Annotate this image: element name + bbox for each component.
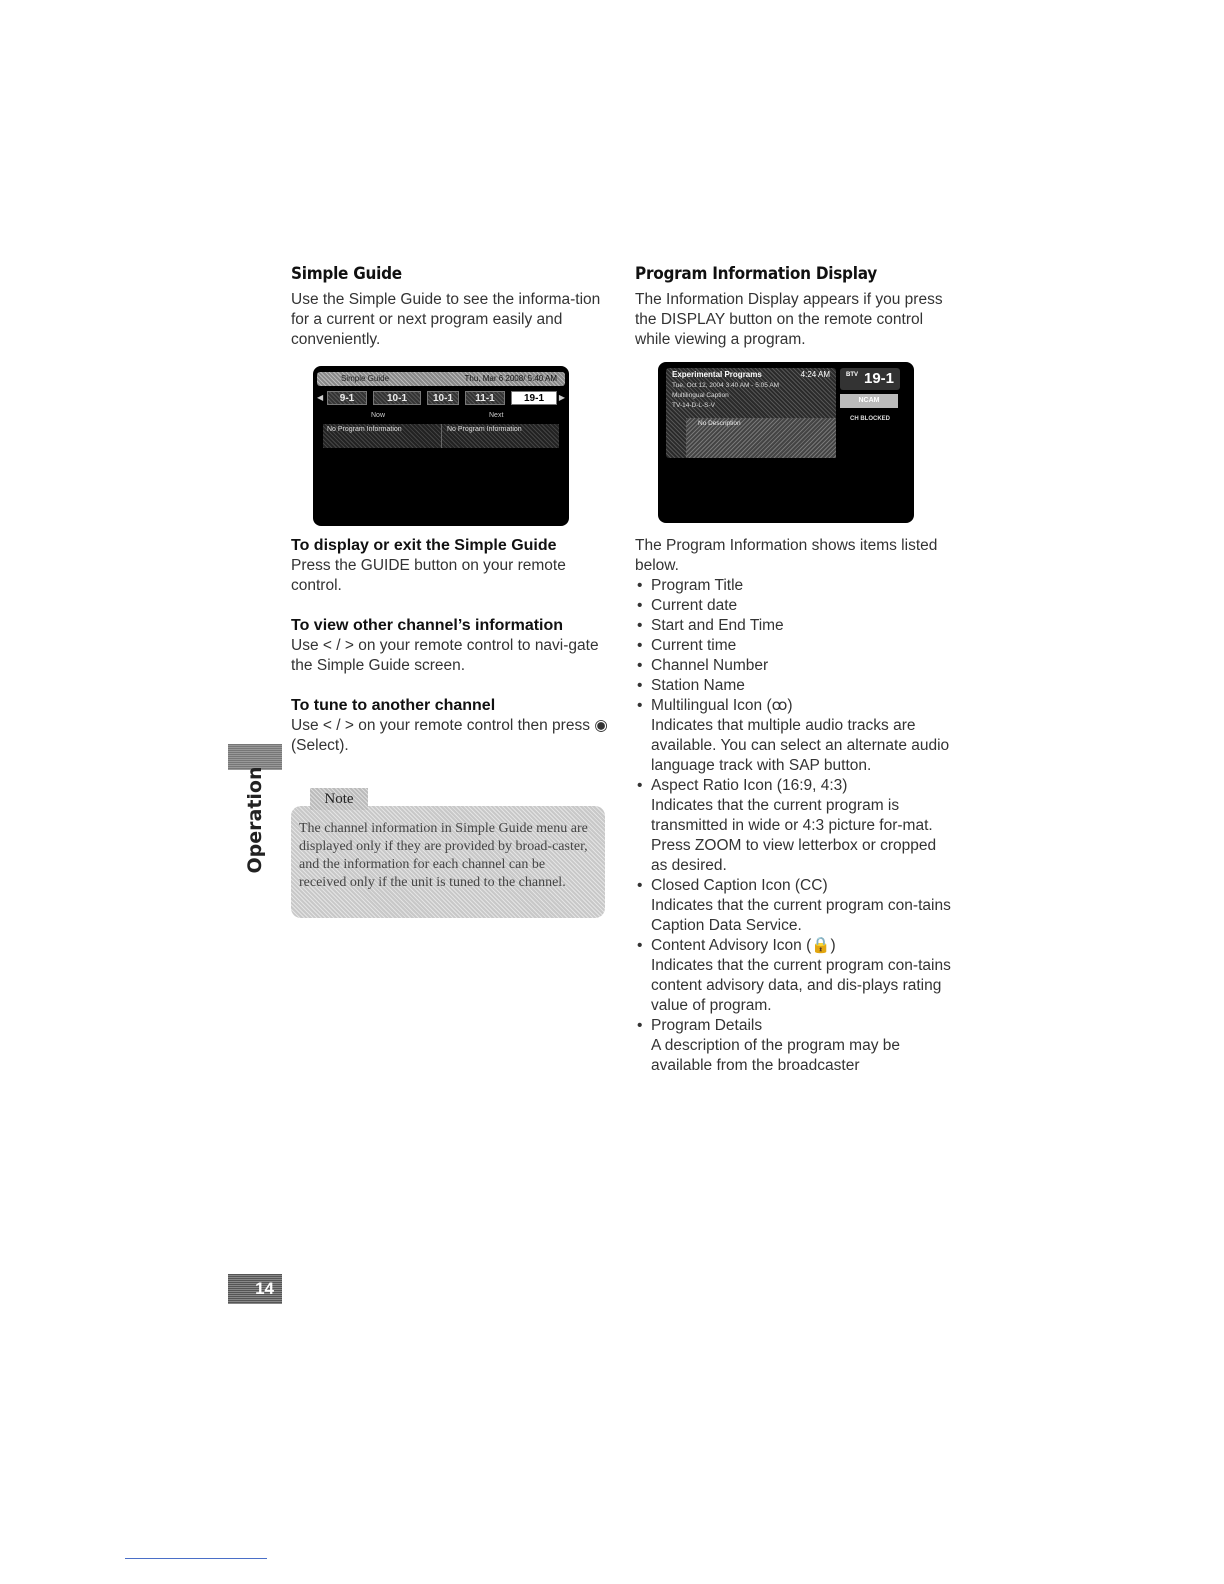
program-info-intro: The Information Display appears if you press the DISPLAY button on the remote control while viewing a program. — [635, 291, 943, 348]
list-item: • Current time — [635, 636, 955, 656]
list-item: • Program Details A description of the program may be available from the broadcaster — [635, 1016, 955, 1076]
section-text: Press the GUIDE button on your remote control. — [291, 557, 566, 594]
list-intro: The Program Information shows items listed below. — [635, 537, 938, 574]
simple-guide-intro: Use the Simple Guide to see the informa-tion for a current or next program easily and conveniently. — [291, 291, 601, 348]
simple-guide-instructions — [291, 536, 611, 756]
footer-rule — [125, 1558, 267, 1559]
section-text: Use < / > on your remote control to navi-gate the Simple Guide screen. — [291, 637, 599, 674]
section-text: Use < / > on your remote control then press ◉ (Select). — [291, 717, 608, 754]
program-info-list — [635, 536, 955, 1076]
list-item: • Start and End Time — [635, 616, 955, 636]
simple-guide-section — [291, 264, 611, 350]
list-item: • Station Name — [635, 676, 955, 696]
program-info-title: Program Information Display — [635, 264, 878, 284]
channel-tab: 9-1 — [327, 391, 367, 405]
guide-header: Simple Guide Thu, Mar 6 2008/ 5:40 AM — [317, 372, 565, 386]
program-info-section — [635, 264, 955, 350]
list-item: • Channel Number — [635, 656, 955, 676]
list-item: • Aspect Ratio Icon (16:9, 4:3) Indicates that the current program is transmitted in wide or 4:3 picture for-mat. Press ZOOM to view letterbox or cropped as desired. — [635, 776, 955, 876]
channel-display: BTV 19-1 — [840, 368, 900, 390]
section-heading: To tune to another channel — [291, 697, 496, 714]
simple-guide-title: Simple Guide — [291, 264, 402, 284]
program-info-screen — [658, 362, 914, 523]
left-arrow-icon: ◀ — [317, 393, 324, 402]
note-box — [291, 806, 605, 918]
list-item: • Closed Caption Icon (CC) Indicates that the current program con-tains Caption Data Service. — [635, 876, 955, 936]
list-item: • Program Title — [635, 576, 955, 596]
right-arrow-icon: ▶ — [558, 393, 565, 402]
list-item: • Content Advisory Icon (🔒) Indicates that the current program con-tains content advisory data, and dis-plays rating value of program. — [635, 936, 955, 1016]
station-name: NCAM — [840, 394, 898, 408]
guide-rows: No Program Information No Program Information — [323, 424, 559, 448]
list-item: • Current date — [635, 596, 955, 616]
channel-tab: 11-1 — [465, 391, 505, 405]
section-heading: To display or exit the Simple Guide — [291, 537, 557, 554]
note-text: The channel information in Simple Guide menu are displayed only if they are provided by broad-caster, and the information for each channel can be received only if the unit is tuned to the channel. — [299, 821, 588, 890]
channel-tab: 10-1 — [373, 391, 421, 405]
channel-tab-selected: 19-1 — [511, 391, 557, 405]
info-panel: Experimental Programs 4:24 AM Tue, Oct 12, 2004 3:40 AM - 5:05 AM Multilingual Caption TV-14-D-L-S-V No Description — [666, 368, 836, 458]
side-tab-label: Operation — [244, 766, 266, 874]
channel-tab: 10-1 — [427, 391, 459, 405]
items-list — [635, 576, 955, 1076]
page-number: 14 — [228, 1274, 282, 1304]
simple-guide-screen — [313, 366, 569, 526]
block-status: CH BLOCKED — [850, 416, 890, 422]
description-area: No Description — [686, 418, 836, 458]
section-heading: To view other channel’s information — [291, 617, 564, 634]
note-label: Note — [310, 788, 368, 810]
guide-labels: Now Next — [371, 412, 504, 419]
list-item: • Multilingual Icon (ꝏ) Indicates that multiple audio tracks are available. You can select an alternate audio language track with SAP button. — [635, 696, 955, 776]
channel-strip — [317, 391, 565, 405]
